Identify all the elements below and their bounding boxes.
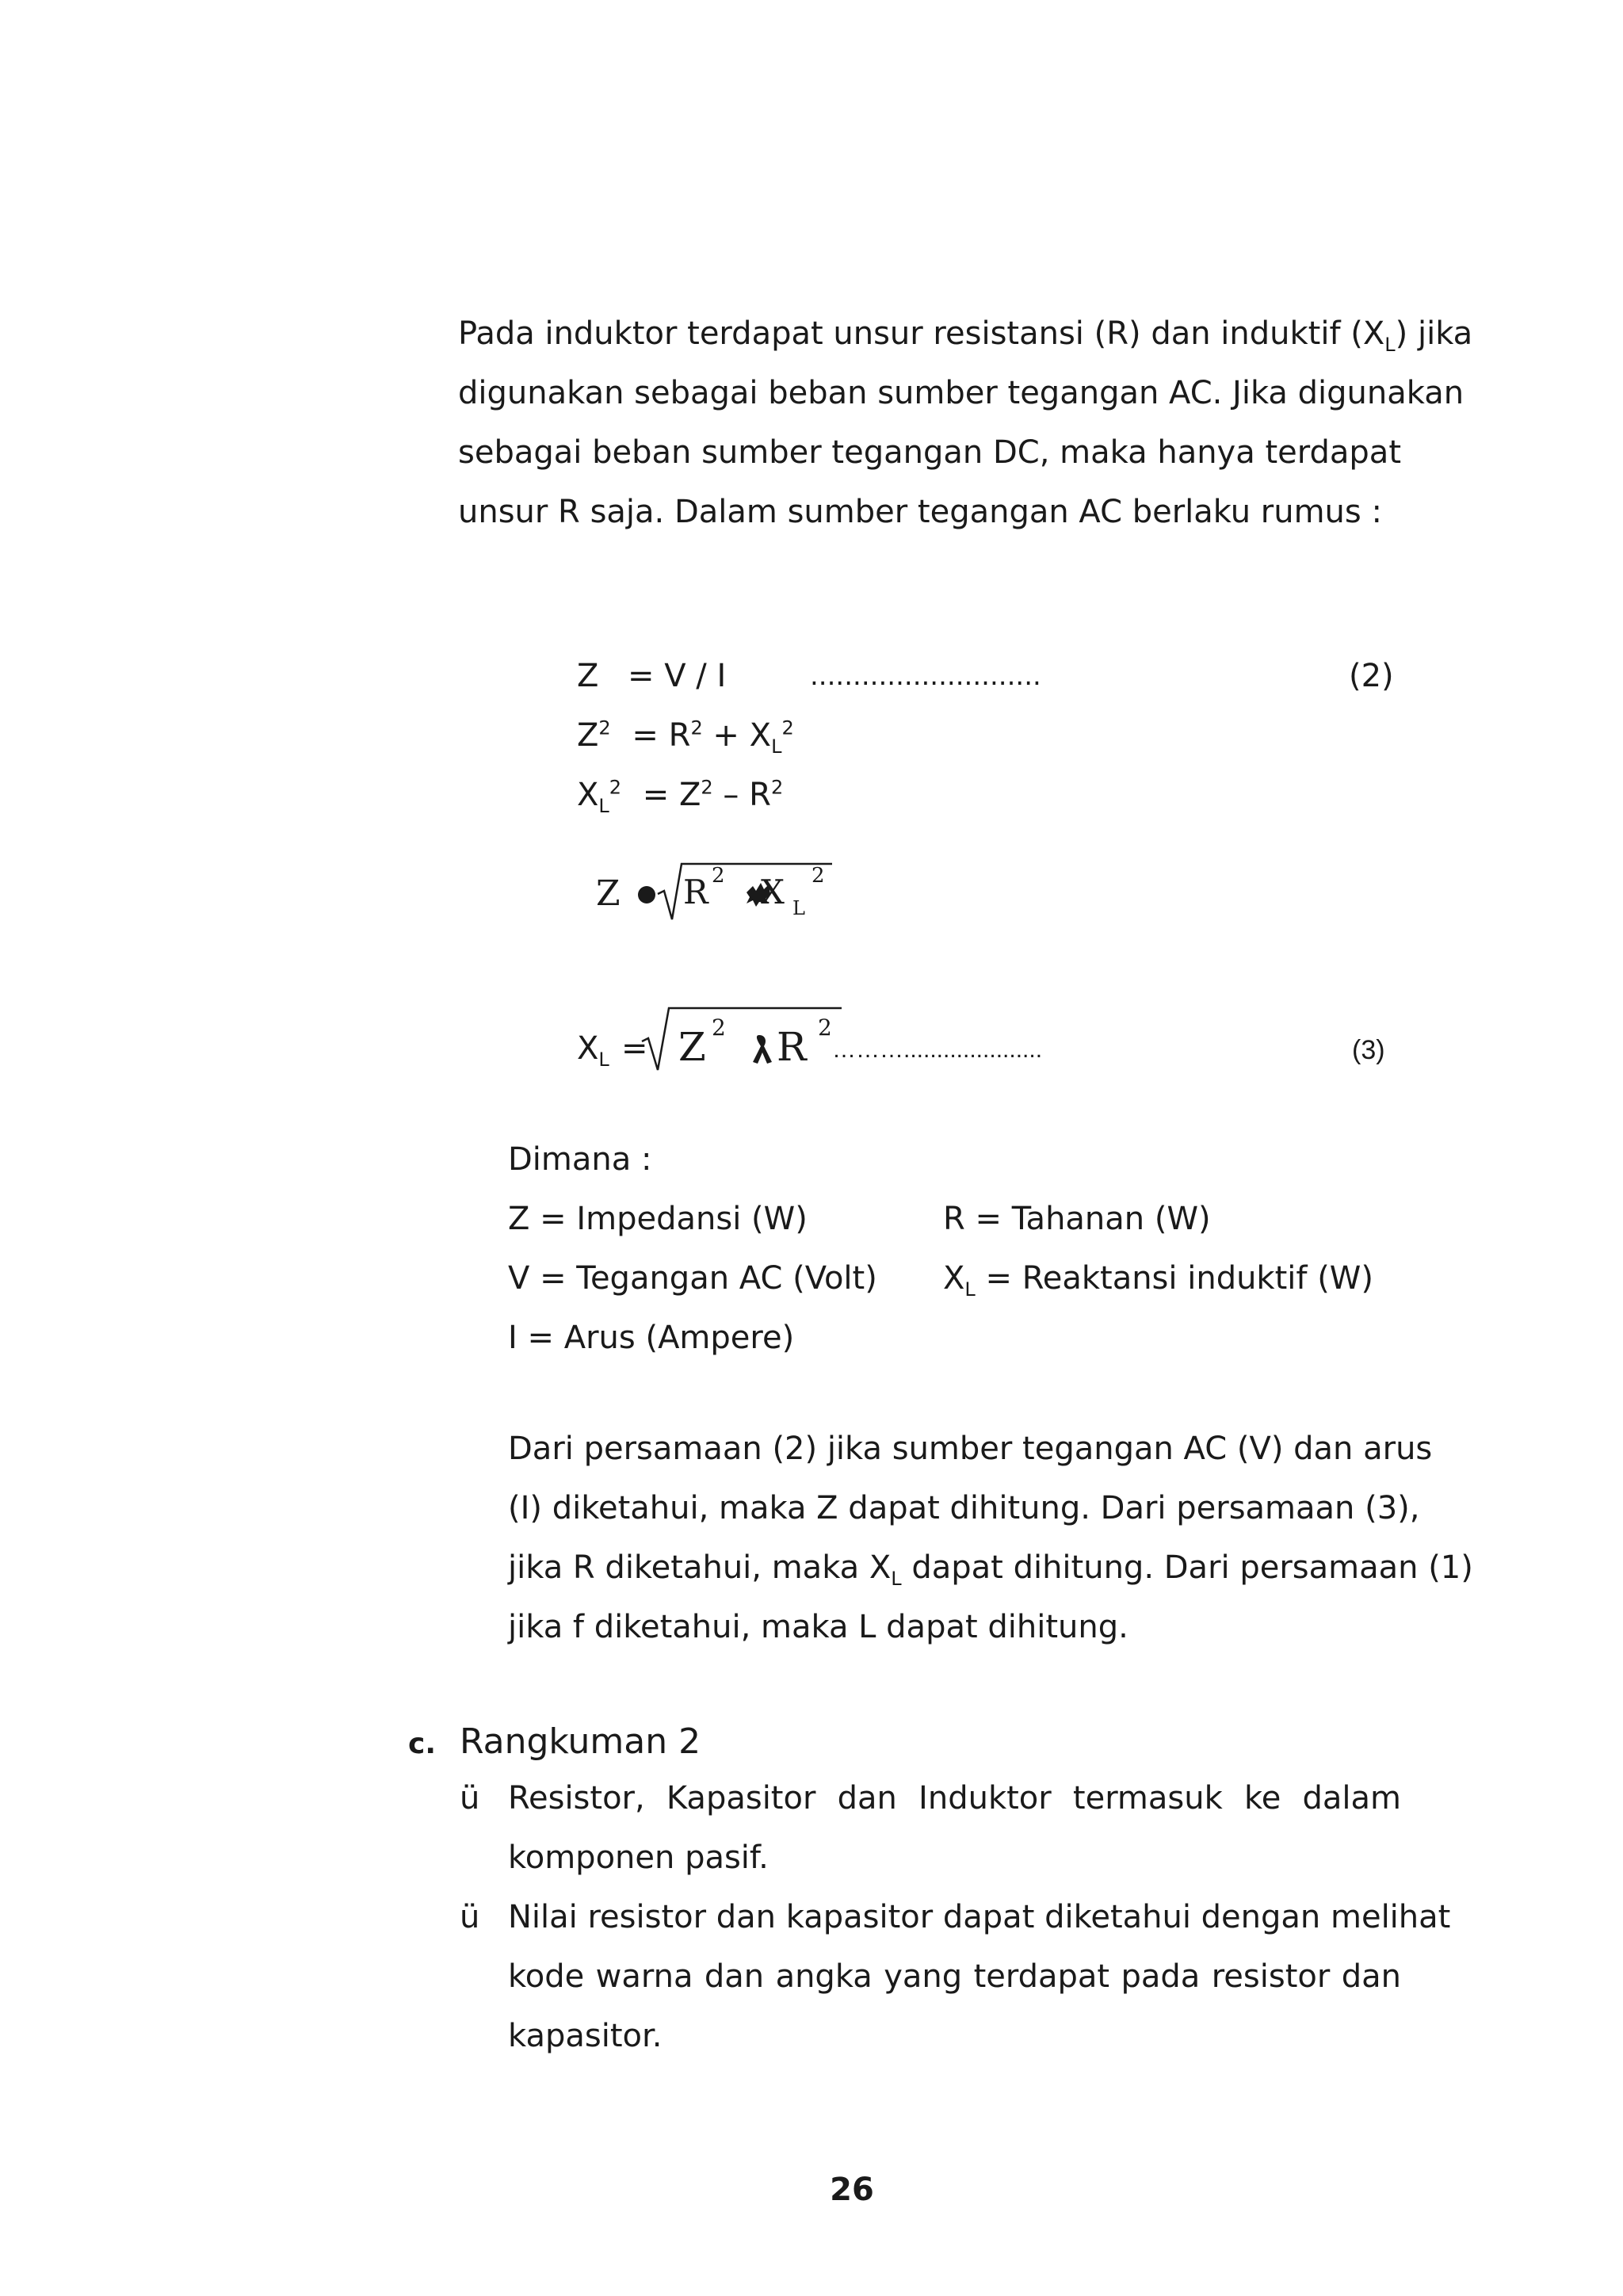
explanation-line-1: Dari persamaan (2) jika sumber tegangan AC (V) dan arus xyxy=(508,1431,1433,1467)
explanation-line-3-a: jika R diketahui, maka X xyxy=(508,1549,892,1586)
summary-item-1-line-1: Resistor, Kapasitor dan Induktor termasuk ke dalam xyxy=(508,1780,1401,1817)
eq4-X-sup: 2 xyxy=(812,864,825,888)
intro-line-3: sebagai beban sumber tegangan DC, maka hanya terdapat xyxy=(458,434,1401,471)
eq4-sqrt-symbol xyxy=(634,859,840,923)
intro-line-1-text: Pada induktor terdapat unsur resistansi (R) dan induktif (X xyxy=(458,315,1385,352)
eq3-lhs: X xyxy=(577,777,599,813)
eq2-lhs: Z xyxy=(577,717,599,754)
eq5-dots: ………..................... xyxy=(832,1037,1043,1063)
eq5-sqrt-symbol xyxy=(640,1003,846,1075)
eq5-lhs-sub: L xyxy=(598,1049,609,1071)
eq5-lhs: X xyxy=(577,1030,599,1067)
eq3-rhs-b: – R xyxy=(712,777,771,813)
eq4-z: Z xyxy=(596,873,621,914)
def-z: Z = Impedansi (W) xyxy=(508,1201,808,1237)
intro-line-1-end: ) jika xyxy=(1395,315,1473,352)
intro-line-1-sub: L xyxy=(1384,334,1396,356)
eq5-equals: = xyxy=(621,1030,648,1067)
eq3-rhs-sup1: 2 xyxy=(701,776,713,799)
summary-label: c. xyxy=(408,1728,437,1760)
eq5-radical xyxy=(642,1008,842,1070)
explanation-line-4: jika f diketahui, maka L dapat dihitung. xyxy=(508,1609,1128,1645)
eq1-number: (2) xyxy=(1349,658,1394,694)
eq2 xyxy=(577,706,794,766)
eq4-X: X xyxy=(761,873,785,911)
def-v: V = Tegangan AC (Volt) xyxy=(508,1260,877,1297)
checkmark-icon: ü xyxy=(460,1899,480,1935)
eq5-Z-sup: 2 xyxy=(712,1014,726,1041)
page-number: 26 xyxy=(830,2172,874,2208)
eq3-lhs-sup: 2 xyxy=(609,776,622,799)
eq4-X-sub: L xyxy=(792,897,805,919)
eq4-R: R xyxy=(683,873,708,911)
def-xl xyxy=(943,1249,1373,1308)
eq2-rhs-b: + X xyxy=(702,717,772,754)
eq4-equals-glyph xyxy=(638,886,655,904)
eq3-rhs-a: = Z xyxy=(642,777,701,813)
intro-line-2: digunakan sebagai beban sumber tegangan AC. Jika digunakan xyxy=(458,375,1465,411)
explanation-line-2: (I) diketahui, maka Z dapat dihitung. Dari persamaan (3), xyxy=(508,1490,1420,1526)
eq5-minus-glyph xyxy=(753,1035,772,1064)
eq4-R-sup: 2 xyxy=(712,864,725,888)
eq5-R: R xyxy=(777,1024,807,1070)
summary-title: Rangkuman 2 xyxy=(460,1721,701,1762)
intro-line-4: unsur R saja. Dalam sumber tegangan AC berlaku rumus : xyxy=(458,494,1382,530)
summary-item-2-line-2: kode warna dan angka yang terdapat pada resistor dan xyxy=(508,1958,1401,1995)
eq3 xyxy=(577,766,783,825)
eq2-rhs-sub: L xyxy=(771,735,782,758)
definitions-heading: Dimana : xyxy=(508,1141,652,1178)
explanation-line-3-b: dapat dihitung. Dari persamaan (1) xyxy=(901,1549,1473,1586)
explanation-line-3 xyxy=(508,1538,1473,1598)
eq5-lhs-group xyxy=(577,1019,609,1079)
eq3-lhs-sub: L xyxy=(598,795,609,817)
eq5-Z: Z xyxy=(678,1024,706,1070)
eq2-rhs-sup1: 2 xyxy=(690,716,703,739)
explanation-line-3-sub: L xyxy=(891,1568,902,1590)
eq2-lhs-sup: 2 xyxy=(598,716,611,739)
summary-item-2-line-3: kapasitor. xyxy=(508,2018,663,2054)
def-xl-sub: L xyxy=(964,1278,976,1301)
eq3-rhs-sup2: 2 xyxy=(770,776,784,799)
eq1-rhs: = V / I xyxy=(628,658,727,694)
summary-item-2-line-1: Nilai resistor dan kapasitor dapat diketahui dengan melihat xyxy=(508,1899,1451,1935)
def-r: R = Tahanan (W) xyxy=(943,1201,1211,1237)
summary-item-1-line-2: komponen pasif. xyxy=(508,1839,769,1876)
eq5-number: (3) xyxy=(1352,1035,1385,1065)
eq5-R-sup: 2 xyxy=(818,1014,832,1041)
def-xl-symbol: X xyxy=(943,1260,965,1297)
checkmark-icon: ü xyxy=(460,1780,480,1817)
intro-line-1 xyxy=(458,304,1473,364)
eq1-lhs: Z xyxy=(577,658,599,694)
eq1-dots: ........................... xyxy=(810,660,1041,692)
def-xl-text: = Reaktansi induktif (W) xyxy=(975,1260,1373,1297)
eq2-rhs-sup2: 2 xyxy=(781,716,794,739)
eq2-rhs-a: = R xyxy=(632,717,691,754)
def-i: I = Arus (Ampere) xyxy=(508,1320,795,1356)
